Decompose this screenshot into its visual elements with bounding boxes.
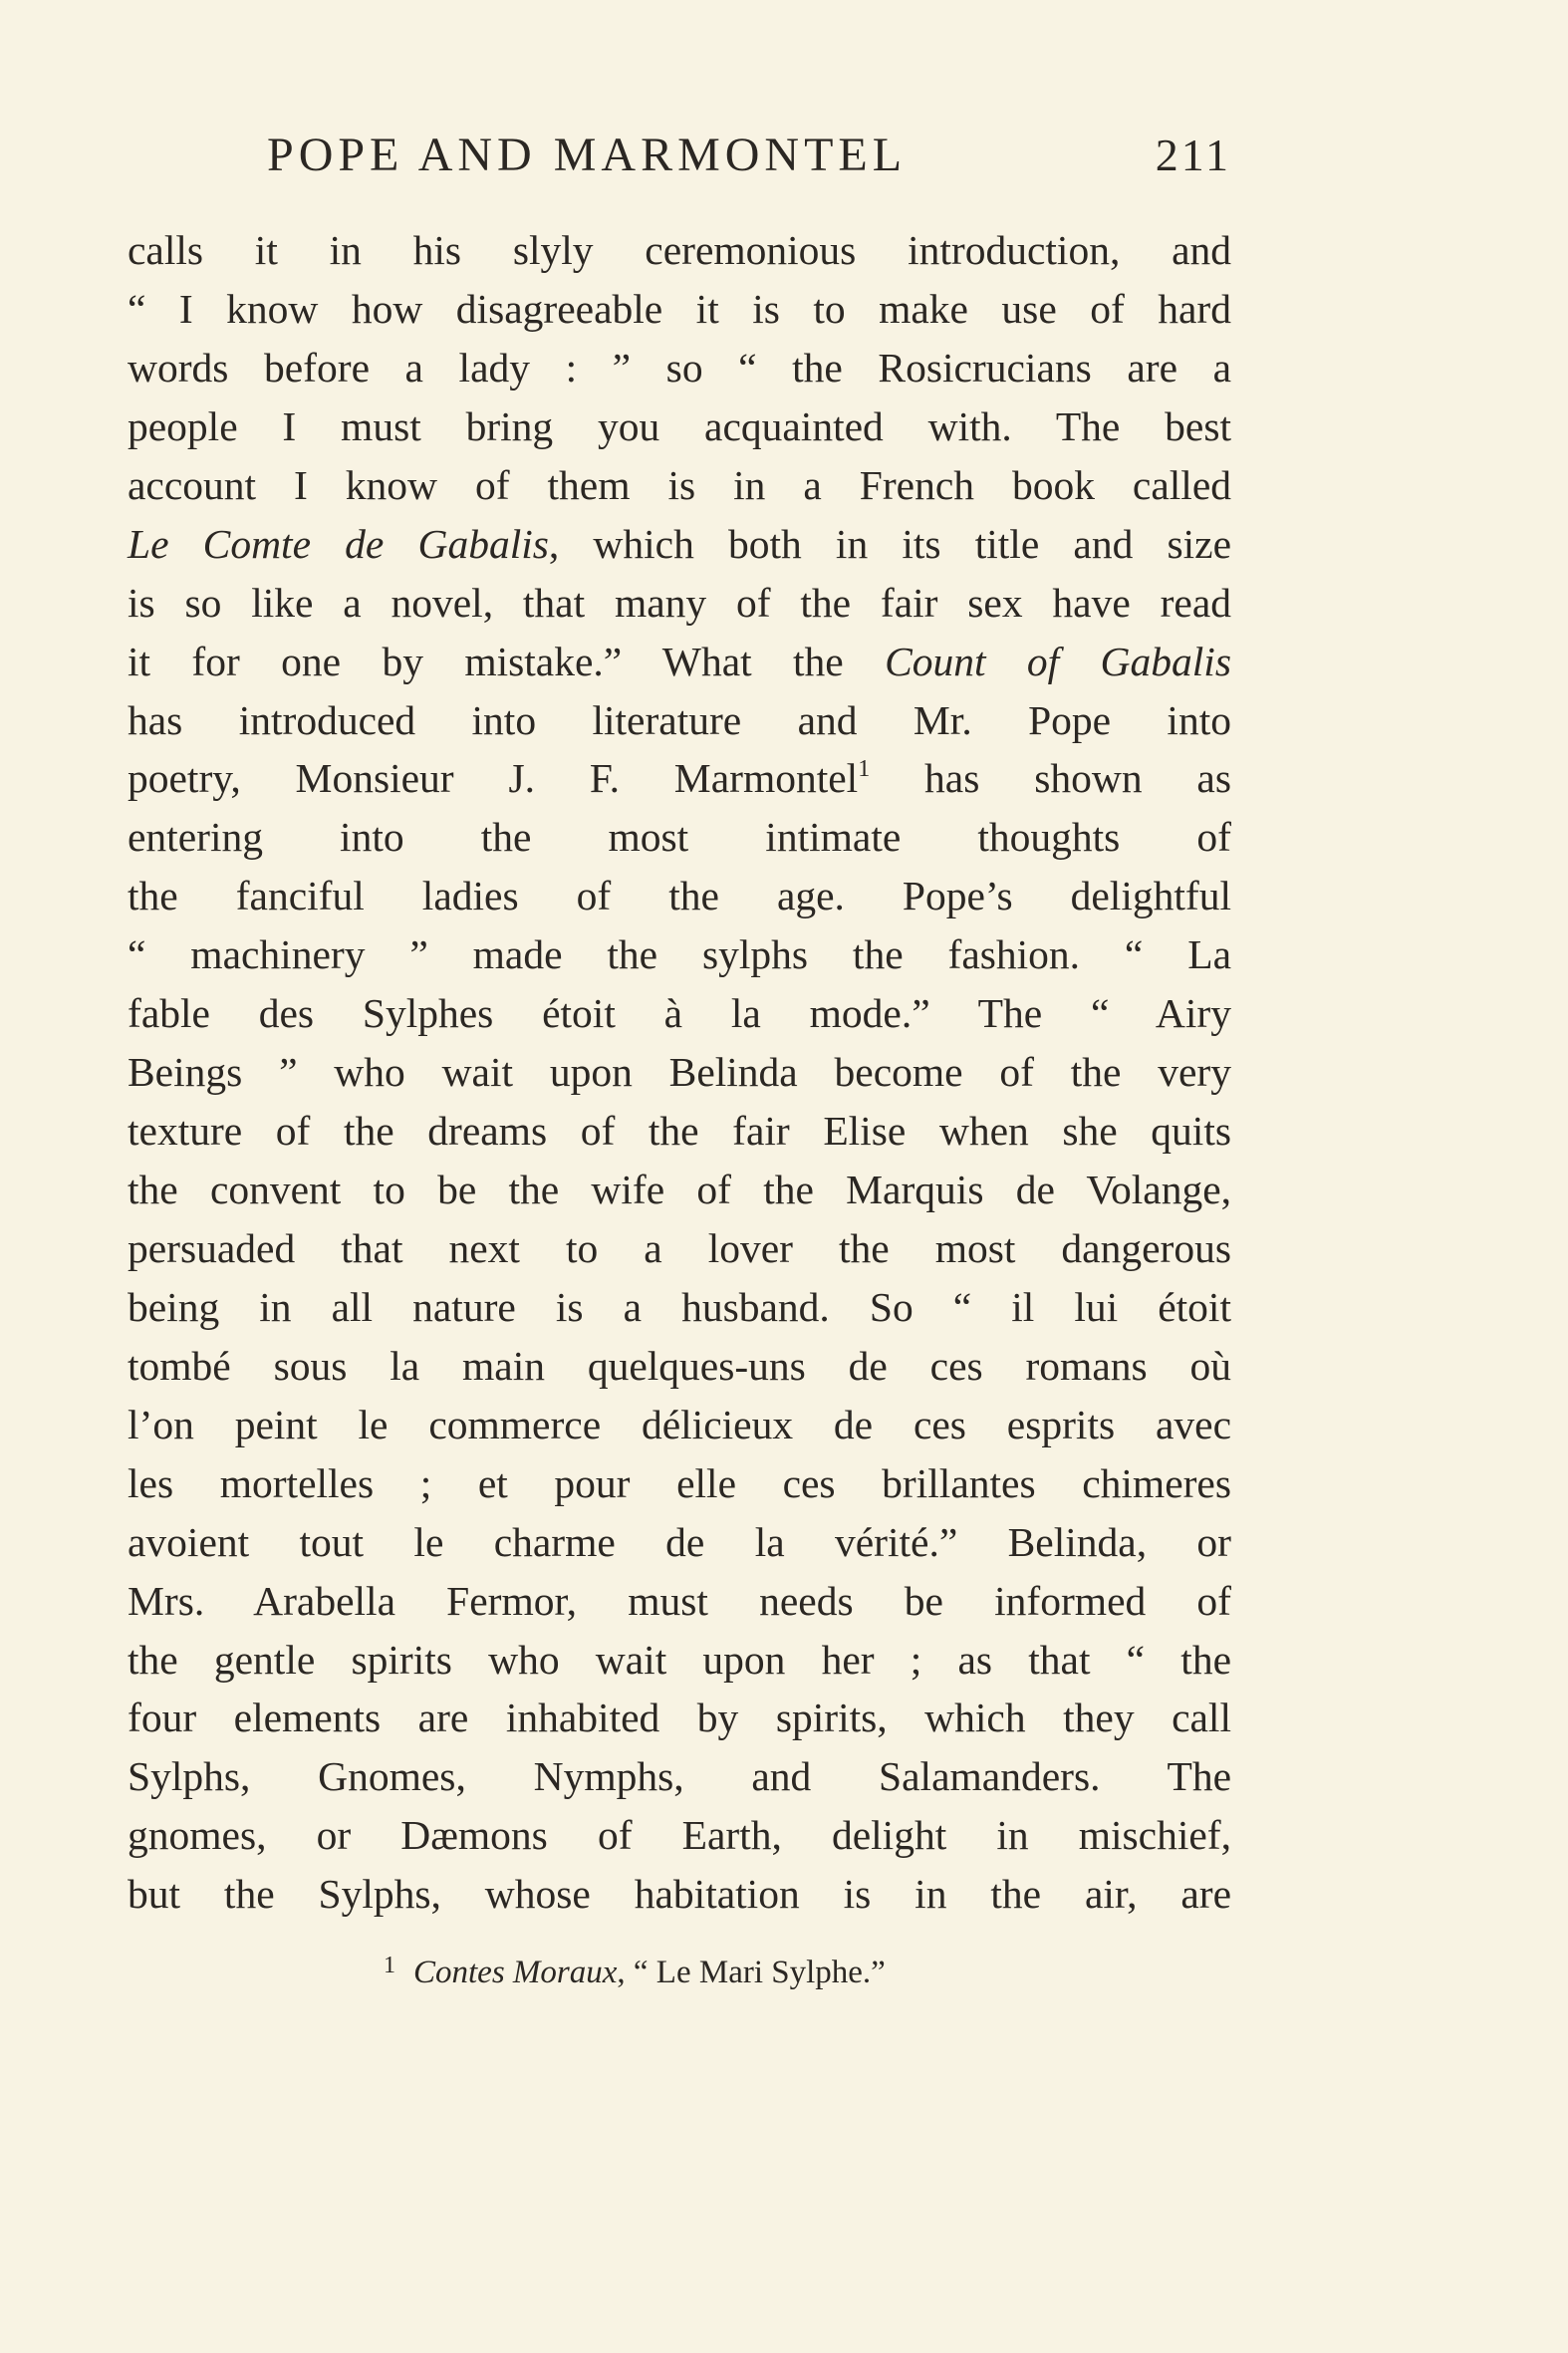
text-line [128,339,1231,397]
text-segment: avoient tout le charme de la vérité.” Belinda, or [128,1518,1231,1565]
text-segment: , which both in its title and size [548,520,1232,567]
text-segment: has introduced into literature and Mr. Pope into [128,696,1231,743]
text-segment: tombé sous la main quelques-uns de ces romans où [128,1342,1231,1389]
page-number: 211 [1155,130,1231,180]
text-segment: Mrs. Arabella Fermor, must needs be informed of [128,1577,1231,1624]
text-line [128,456,1231,515]
text-segment: has shown as [870,755,1231,802]
italic-text: Count of Gabalis [885,638,1231,684]
text-line [128,1454,1231,1513]
text-segment: persuaded that next to a lover the most dangerous [128,1224,1231,1271]
footnote [384,1943,886,1995]
running-head [128,126,1231,185]
text-line [128,1865,1231,1924]
text-line [128,1631,1231,1690]
text-segment: Beings ” who wait upon Belinda become of the very [128,1049,1231,1096]
text-line [128,749,1231,808]
text-segment: Sylphs, Gnomes, Nymphs, and Salamanders. The [128,1753,1231,1800]
running-title: POPE AND MARMONTEL [267,129,908,181]
text-segment: account I know of them is in a French book called [128,461,1231,508]
text-line [128,1396,1231,1454]
footnote-title: Contes Moraux [413,1955,618,1990]
footnote-marker: 1 [384,1953,395,1978]
text-line [128,1513,1231,1572]
text-line [128,984,1231,1043]
text-line [128,1337,1231,1396]
text-line [128,397,1231,456]
text-line [128,1572,1231,1631]
text-segment: it for one by mistake.” What the [128,638,886,684]
text-segment: l’on peint le commerce délicieux de ces esprits avec [128,1401,1231,1447]
text-line [128,1102,1231,1161]
text-line [128,1161,1231,1219]
text-segment: but the Sylphs, whose habitation is in the air, are [128,1871,1231,1918]
text-line [128,280,1231,339]
text-segment: calls it in his slyly ceremonious introduction, and [128,227,1231,273]
text-segment: “ I know how disagreeable it is to make use of hard [128,285,1231,332]
text-line [128,1278,1231,1337]
italic-text: Le Comte de Gabalis [128,520,549,567]
text-segment: four elements are inhabited by spirits, which they call [128,1695,1231,1741]
text-segment: the convent to be the wife of the Marquis de Volange, [128,1167,1231,1212]
text-segment: “ machinery ” made the sylphs the fashion. “ La [128,931,1231,978]
text-line [128,1219,1231,1278]
text-line [128,1043,1231,1102]
text-segment: fable des Sylphes étoit à la mode.” The “ Airy [128,990,1231,1037]
text-segment: the gentle spirits who wait upon her ; as that “ the [128,1636,1231,1683]
footnote-text: , “ Le Mari Sylphe.” [617,1955,886,1990]
text-line [128,925,1231,984]
text-segment: the fanciful ladies of the age. Pope’s delightful [128,873,1231,919]
text-line [128,691,1231,750]
footnote-reference: 1 [858,756,871,783]
text-segment: les mortelles ; et pour elle ces brillantes chimeres [128,1459,1231,1506]
body-text [128,221,1231,1924]
text-segment: poetry, Monsieur J. F. Marmontel [128,755,859,802]
text-segment: is so like a novel, that many of the fair sex have read [128,579,1231,626]
text-line [128,221,1231,280]
text-line [128,515,1231,574]
text-segment: texture of the dreams of the fair Elise when she quits [128,1108,1231,1155]
text-line [128,808,1231,867]
text-line [128,867,1231,925]
text-segment: entering into the most intimate thoughts of [128,814,1231,861]
text-line [128,1689,1231,1747]
text-line [128,1747,1231,1806]
text-segment: gnomes, or Dæmons of Earth, delight in mischief, [128,1812,1231,1859]
text-line [128,633,1231,691]
text-segment: being in all nature is a husband. So “ il lui étoit [128,1283,1231,1330]
text-line [128,574,1231,633]
text-segment: people I must bring you acquainted with. The best [128,402,1231,449]
text-segment: words before a lady : ” so “ the Rosicrucians are a [128,344,1231,391]
text-line [128,1806,1231,1865]
